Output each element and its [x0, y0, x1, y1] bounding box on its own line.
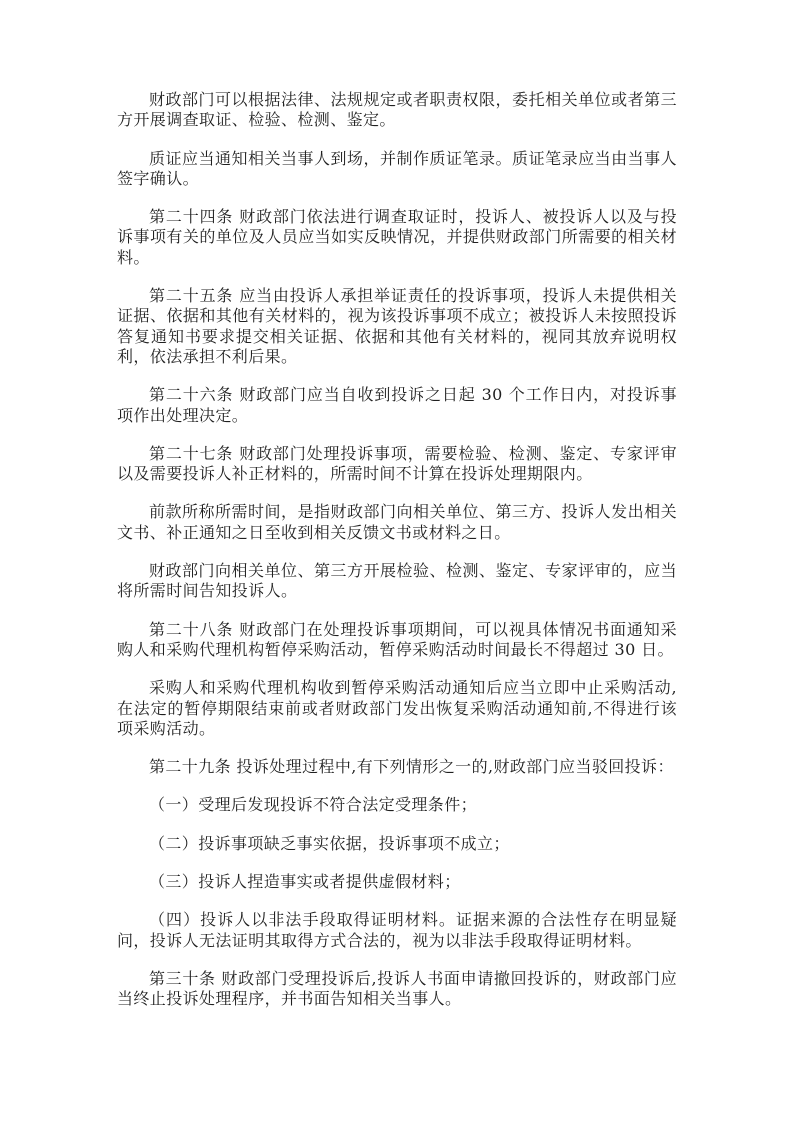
paragraph-article-25: 第二十五条 应当由投诉人承担举证责任的投诉事项，投诉人未提供相关证据、依据和其他有关材料的，视为该投诉事项不成立；被投诉人未按照投诉答复通知书要求提交相关证据、依据和其他有关材料的，视同其放弃说明权利，依法承担不利后果。: [117, 286, 677, 366]
paragraph-article-27-inform-time: 财政部门向相关单位、第三方开展检验、检测、鉴定、专家评审的，应当将所需时间告知投诉人。: [117, 561, 677, 601]
paragraph-article-29-item-3: （三）投诉人捏造事实或者提供虚假材料；: [149, 872, 461, 892]
paragraph-article-24: 第二十四条 财政部门依法进行调查取证时，投诉人、被投诉人以及与投诉事项有关的单位及人员应当如实反映情况，并提供财政部门所需要的相关材料。: [117, 207, 677, 267]
paragraph-article-27: 第二十七条 财政部门处理投诉事项，需要检验、检测、鉴定、专家评审以及需要投诉人补正材料的，所需时间不计算在投诉处理期限内。: [117, 443, 677, 484]
paragraph-article-29-item-1: （一）受理后发现投诉不符合法定受理条件；: [149, 795, 478, 815]
paragraph-article-27-time-definition: 前款所称所需时间，是指财政部门向相关单位、第三方、投诉人发出相关文书、补正通知之日至收到相关反馈文书或材料之日。: [117, 502, 677, 542]
paragraph-article-28: 第二十八条 财政部门在处理投诉事项期间，可以视具体情况书面通知采购人和采购代理机构暂停采购活动，暂停采购活动时间最长不得超过 30 日。: [117, 619, 677, 659]
paragraph-cross-examination-record: 质证应当通知相关当事人到场，并制作质证笔录。质证笔录应当由当事人签字确认。: [117, 148, 677, 188]
paragraph-article-29-item-4: （四）投诉人以非法手段取得证明材料。证据来源的合法性存在明显疑问，投诉人无法证明其取得方式合法的，视为以非法手段取得证明材料。: [117, 910, 677, 950]
paragraph-article-30: 第三十条 财政部门受理投诉后,投诉人书面申请撤回投诉的，财政部门应当终止投诉处理程序，并书面告知相关当事人。: [117, 968, 677, 1009]
paragraph-article-29: 第二十九条 投诉处理过程中,有下列情形之一的,财政部门应当驳回投诉：: [149, 757, 674, 777]
paragraph-article-29-item-2: （二）投诉事项缺乏事实依据，投诉事项不成立；: [149, 833, 510, 853]
paragraph-article-26: 第二十六条 财政部门应当自收到投诉之日起 30 个工作日内，对投诉事项作出处理决定。: [117, 385, 677, 425]
paragraph-delegation-investigation: 财政部门可以根据法律、法规规定或者职责权限，委托相关单位或者第三方开展调查取证、检验、检测、鉴定。: [117, 90, 677, 130]
paragraph-article-28-suspension-obligation: 采购人和采购代理机构收到暂停采购活动通知后应当立即中止采购活动,在法定的暂停期限结束前或者财政部门发出恢复采购活动通知前,不得进行该项采购活动。: [117, 678, 677, 738]
